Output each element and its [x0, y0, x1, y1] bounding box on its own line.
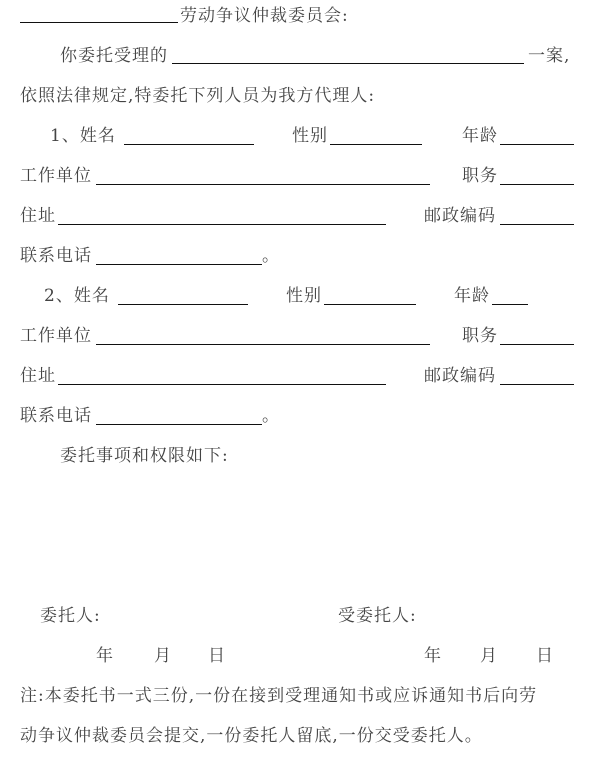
agent1-postal-label: 邮政编码 — [424, 206, 496, 226]
intro-line2: 依照法律规定,特委托下列人员为我方代理人: — [20, 86, 376, 106]
agent2-gender-label: 性别 — [286, 286, 322, 306]
agent1-work-unit-blank[interactable] — [96, 184, 430, 185]
agent2-work-unit-blank[interactable] — [96, 344, 430, 345]
agent2-name-blank[interactable] — [118, 304, 248, 305]
agent1-phone-label: 联系电话 — [20, 246, 92, 266]
agent1-work-unit-label: 工作单位 — [20, 166, 92, 186]
agent2-postal-label: 邮政编码 — [424, 366, 496, 386]
principal-date-month: 月 — [154, 646, 172, 666]
agent2-age-label: 年龄 — [454, 286, 490, 306]
agent1-address-label: 住址 — [20, 206, 56, 226]
committee-title: 劳动争议仲裁委员会: — [180, 6, 349, 26]
agent2-position-label: 职务 — [462, 326, 498, 346]
intro-suffix: 一案, — [528, 46, 571, 66]
agent1-gender-blank[interactable] — [330, 144, 422, 145]
principal-label: 委托人: — [40, 606, 101, 626]
agent2-postal-blank[interactable] — [500, 384, 574, 385]
agent2-address-label: 住址 — [20, 366, 56, 386]
matters-label: 委托事项和权限如下: — [60, 446, 229, 466]
agent2-name-label: 2、姓名 — [44, 286, 110, 306]
agent2-position-blank[interactable] — [500, 344, 574, 345]
agent-date-year: 年 — [424, 646, 442, 666]
agent2-phone-end: 。 — [262, 406, 280, 426]
agent-date-month: 月 — [480, 646, 498, 666]
principal-date-year: 年 — [96, 646, 114, 666]
agent2-address-blank[interactable] — [58, 384, 386, 385]
agent2-gender-blank[interactable] — [324, 304, 416, 305]
case-name-blank[interactable] — [172, 63, 524, 64]
agent2-age-blank[interactable] — [492, 304, 528, 305]
principal-date-day: 日 — [208, 646, 226, 666]
note-line1: 注:本委托书一式三份,一份在接到受理通知书或应诉通知书后向劳 — [20, 686, 538, 706]
agent1-position-label: 职务 — [462, 166, 498, 186]
note-line2: 动争议仲裁委员会提交,一份委托人留底,一份交受委托人。 — [20, 726, 483, 746]
agent2-phone-blank[interactable] — [96, 424, 262, 425]
agent-signature-label: 受委托人: — [338, 606, 417, 626]
agent1-gender-label: 性别 — [292, 126, 328, 146]
agent1-age-label: 年龄 — [462, 126, 498, 146]
agent-date-day: 日 — [536, 646, 554, 666]
agent1-name-label: 1、姓名 — [50, 126, 116, 146]
agent1-phone-end: 。 — [262, 246, 280, 266]
agent1-position-blank[interactable] — [500, 184, 574, 185]
agent1-postal-blank[interactable] — [500, 224, 574, 225]
agent1-age-blank[interactable] — [500, 144, 574, 145]
agent1-phone-blank[interactable] — [96, 264, 262, 265]
agent1-address-blank[interactable] — [58, 224, 386, 225]
agent2-work-unit-label: 工作单位 — [20, 326, 92, 346]
agent2-phone-label: 联系电话 — [20, 406, 92, 426]
agent1-name-blank[interactable] — [124, 144, 254, 145]
intro-prefix: 你委托受理的 — [60, 46, 168, 66]
committee-name-blank[interactable] — [20, 22, 178, 23]
